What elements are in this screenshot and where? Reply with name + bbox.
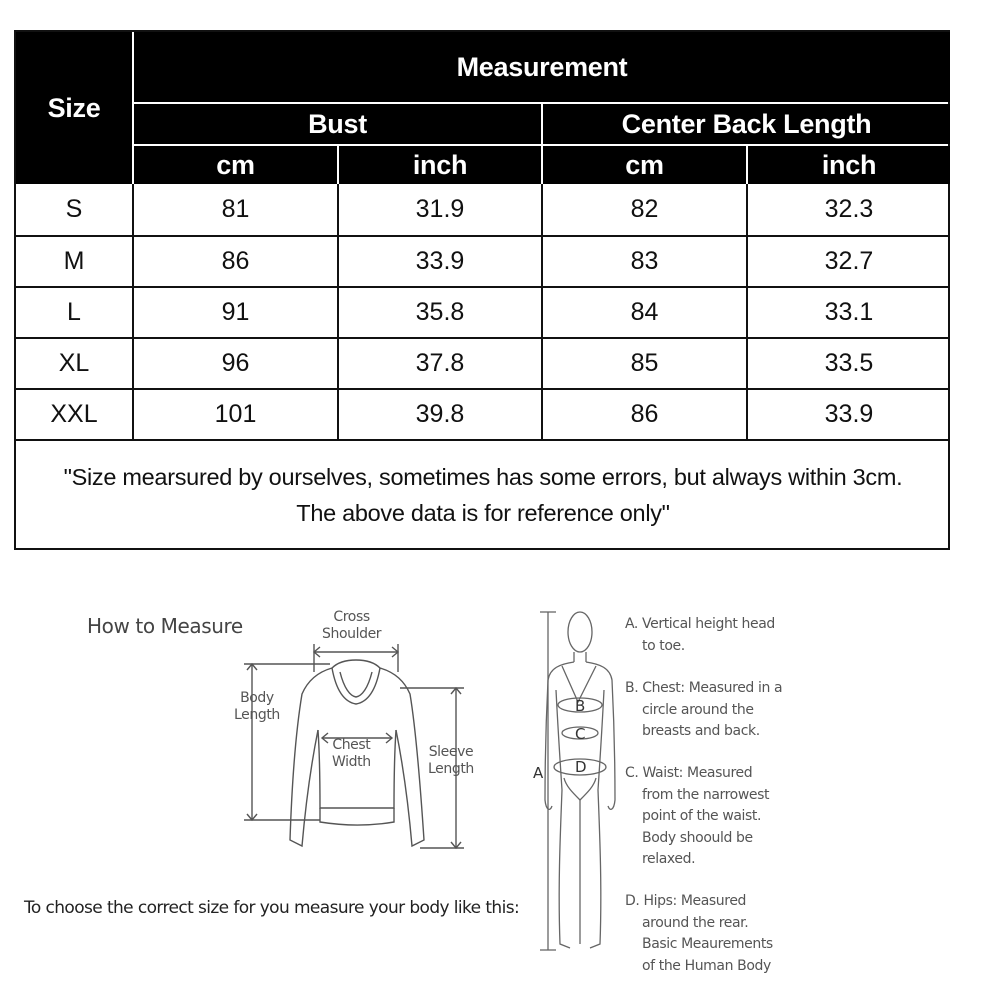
note-line: C. Waist: Measured	[625, 765, 753, 781]
note-line: around the rear.	[642, 914, 749, 931]
table-row-bust-inch: 37.8	[415, 349, 465, 377]
table-row-bust-cm: 91	[221, 298, 250, 326]
disclaimer-line-2: The above data is for reference only"	[296, 499, 670, 526]
cross-shoulder-label	[322, 609, 381, 643]
disclaimer-line-1: "Size mearsured by ourselves, sometimes has some errors, but always within 3cm.	[63, 463, 903, 490]
chest-width-label	[332, 737, 371, 771]
note-line: Basic Meaurements	[642, 936, 773, 952]
body-length-line-2: Length	[234, 707, 280, 723]
table-row-bust-inch: 35.8	[415, 298, 465, 326]
bust-inch-header: inch	[339, 146, 541, 184]
table-row-length-cm: 82	[630, 195, 659, 223]
table-row-bust-inch: 31.9	[415, 195, 465, 223]
bust-cm-header: cm	[134, 146, 337, 184]
note-waist	[625, 763, 769, 871]
table-row-size: M	[63, 247, 85, 275]
table-row-size: L	[67, 298, 81, 326]
table-row-length-inch: 33.9	[824, 400, 874, 428]
note-line: to toe.	[642, 637, 685, 654]
table-row-size: XXL	[50, 400, 98, 428]
note-vertical-height	[625, 614, 775, 657]
table-row-length-cm: 84	[630, 298, 659, 326]
sleeve-length-label	[428, 744, 474, 778]
cross-shoulder-line-2: Shoulder	[322, 626, 382, 642]
bust-header: Bust	[134, 104, 541, 144]
table-row-length-cm: 85	[630, 349, 659, 377]
table-row-bust-inch: 39.8	[415, 400, 465, 428]
note-line: A. Vertical height head	[625, 616, 775, 632]
table-row-length-inch: 32.3	[824, 195, 874, 223]
note-chest	[625, 678, 782, 743]
table-row-size: S	[65, 195, 83, 223]
table-row-length-cm: 86	[630, 400, 659, 428]
sleeve-length-line-2: Length	[428, 761, 474, 777]
size-header: Size	[16, 32, 132, 184]
figure-letter-b: B	[575, 697, 586, 715]
body-length-label	[234, 690, 280, 724]
table-row-bust-cm: 86	[221, 247, 250, 275]
note-line: of the Human Body	[642, 957, 771, 974]
note-hips	[625, 891, 773, 977]
table-row-bust-inch: 33.9	[415, 247, 465, 275]
table-row-length-inch: 33.1	[824, 298, 874, 326]
center-back-length-header: Center Back Length	[543, 104, 950, 144]
note-line: breasts and back.	[642, 723, 760, 739]
chest-width-line-2: Width	[332, 754, 371, 770]
measurement-header: Measurement	[134, 32, 950, 102]
body-length-line-1: Body	[240, 690, 274, 706]
table-row-bust-cm: 96	[221, 349, 250, 377]
note-line: B. Chest: Measured in a	[625, 680, 783, 696]
note-line: D. Hips: Measured	[625, 893, 747, 909]
figure-letter-d: D	[575, 758, 587, 776]
note-line: Body shoould be	[642, 829, 753, 846]
how-to-measure-title: How to Measure	[87, 614, 243, 638]
table-row-bust-cm: 101	[214, 400, 257, 428]
figure-letter-c: C	[575, 725, 586, 743]
table-row-length-cm: 83	[630, 247, 659, 275]
choose-size-instruction: To choose the correct size for you measure your body like this:	[24, 898, 520, 918]
size-chart-table	[14, 30, 950, 550]
length-cm-header: cm	[543, 146, 746, 184]
sleeve-length-line-1: Sleeve	[428, 744, 474, 760]
table-row-length-inch: 33.5	[824, 349, 874, 377]
table-row-bust-cm: 81	[221, 195, 250, 223]
table-row-length-inch: 32.7	[824, 247, 874, 275]
note-line: from the narrowest	[642, 786, 770, 803]
size-disclaimer	[16, 441, 950, 548]
table-row-size: XL	[58, 349, 90, 377]
figure-letter-a: A	[533, 764, 544, 782]
note-line: circle around the	[642, 701, 754, 718]
note-line: relaxed.	[642, 851, 696, 867]
length-inch-header: inch	[748, 146, 950, 184]
chest-width-line-1: Chest	[332, 737, 371, 753]
cross-shoulder-line-1: Cross	[333, 609, 370, 625]
note-line: point of the waist.	[642, 808, 762, 824]
